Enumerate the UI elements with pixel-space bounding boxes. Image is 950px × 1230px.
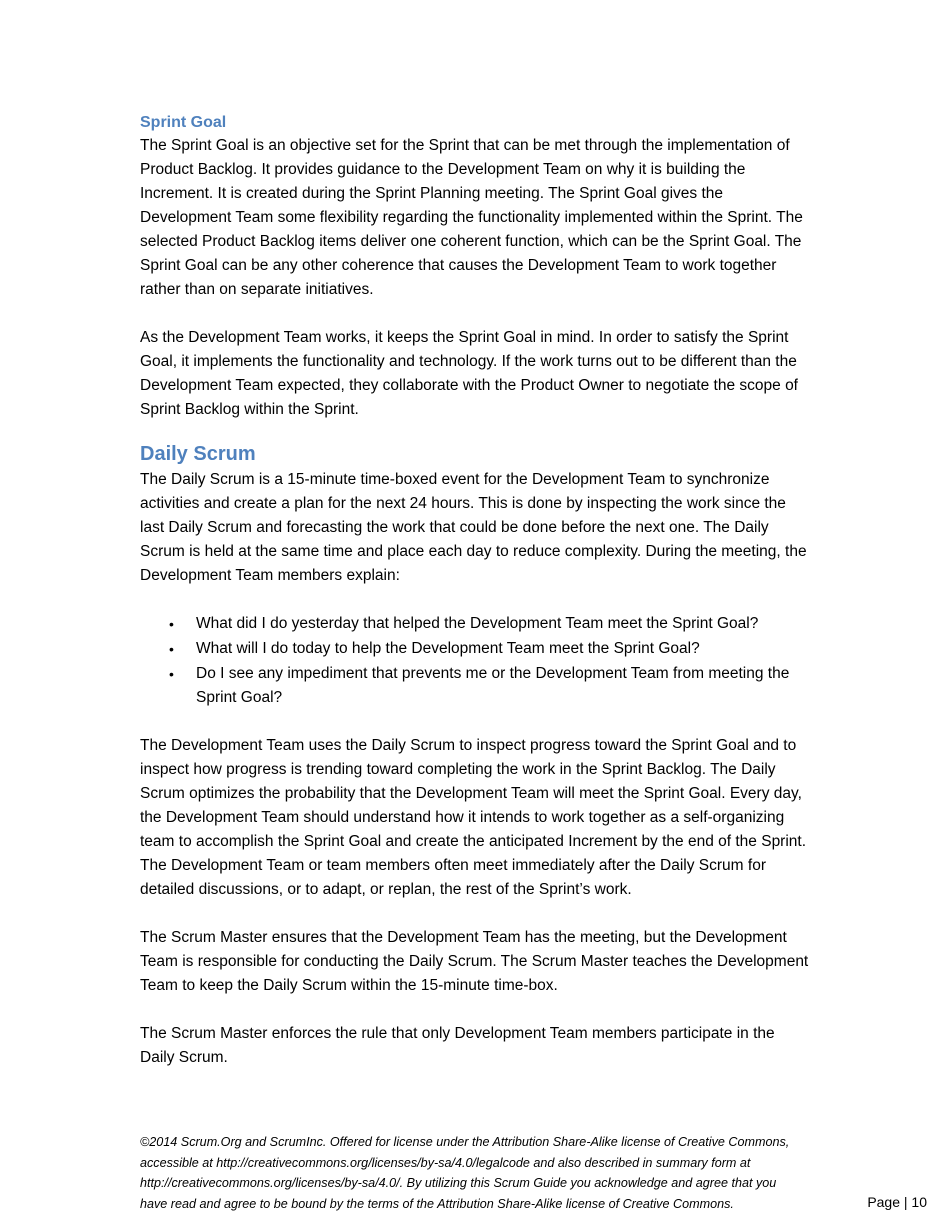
list-item xyxy=(169,662,812,710)
list-item-text: What did I do yesterday that helped the Development Team meet the Sprint Goal? xyxy=(196,615,759,632)
bullet-icon: • xyxy=(169,641,174,657)
list-item xyxy=(169,612,812,636)
sprint-goal-heading: Sprint Goal xyxy=(140,114,227,131)
list-item xyxy=(169,637,812,661)
list-item-text: Do I see any impediment that prevents me or the Development Team from meeting the Sprint Goal? xyxy=(196,665,790,706)
sprint-goal-paragraph-1: The Sprint Goal is an objective set for the Sprint that can be met through the implementation of Product Backlog. It provides guidance to the Development Team on why it is building the Increment. It is created during the Sprint Planning meeting. The Sprint Goal gives the Development Team some flexibility regarding the functionality implemented within the Sprint. The selected Product Backlog items deliver one coherent function, which can be the Sprint Goal. The Sprint Goal can be any other coherence that causes the Development Team to work together rather than on separate initiatives. xyxy=(140,137,803,298)
daily-scrum-paragraph-1: The Development Team uses the Daily Scrum to inspect progress toward the Sprint Goal and to inspect how progress is trending toward completing the work in the Sprint Backlog. The Daily Scrum optimizes the probability that the Development Team will meet the Sprint Goal. Every day, the Development Team should understand how it intends to work together as a self-organizing team to accomplish the Sprint Goal and create the anticipated Increment by the end of the Sprint. The Development Team or team members often meet immediately after the Daily Scrum for detailed discussions, or to adapt, or replan, the rest of the Sprint’s work. xyxy=(140,737,807,898)
bullet-icon: • xyxy=(169,666,174,682)
sprint-goal-paragraph-2: As the Development Team works, it keeps the Sprint Goal in mind. In order to satisfy the Sprint Goal, it implements the functionality and technology. If the work turns out to be different than the Development Team expected, they collaborate with the Product Owner to negotiate the scope of Sprint Backlog within the Sprint. xyxy=(140,329,798,418)
license-footer: ©2014 Scrum.Org and ScrumInc. Offered for license under the Attribution Share-Alike license of Creative Commons, accessible at http://creativecommons.org/licenses/by-sa/4.0/legalcode and also described in summary form at http://creativecommons.org/licenses/by-sa/4.0/. By utilizing this Scrum Guide you acknowledge and agree that you have read and agree to be bound by the terms of the Attribution Share-Alike license of Creative Commons. xyxy=(140,1135,790,1211)
list-item-text: What will I do today to help the Development Team meet the Sprint Goal? xyxy=(196,640,700,657)
daily-scrum-paragraph-3: The Scrum Master enforces the rule that only Development Team members participate in the Daily Scrum. xyxy=(140,1025,775,1066)
daily-scrum-heading: Daily Scrum xyxy=(140,443,256,465)
document-body xyxy=(140,112,812,1070)
daily-scrum-intro: The Daily Scrum is a 15-minute time-boxed event for the Development Team to synchronize activities and create a plan for the next 24 hours. This is done by inspecting the work since the last Daily Scrum and forecasting the work that could be done before the next one. The Daily Scrum is held at the same time and place each day to reduce complexity. During the meeting, the Development Team members explain: xyxy=(140,471,807,584)
daily-scrum-questions xyxy=(140,612,812,710)
page-number: Page | 10 xyxy=(867,1194,927,1210)
bullet-icon: • xyxy=(169,616,174,632)
daily-scrum-paragraph-2: The Scrum Master ensures that the Development Team has the meeting, but the Development Team is responsible for conducting the Daily Scrum. The Scrum Master teaches the Development Team to keep the Daily Scrum within the 15-minute time-box. xyxy=(140,929,809,994)
